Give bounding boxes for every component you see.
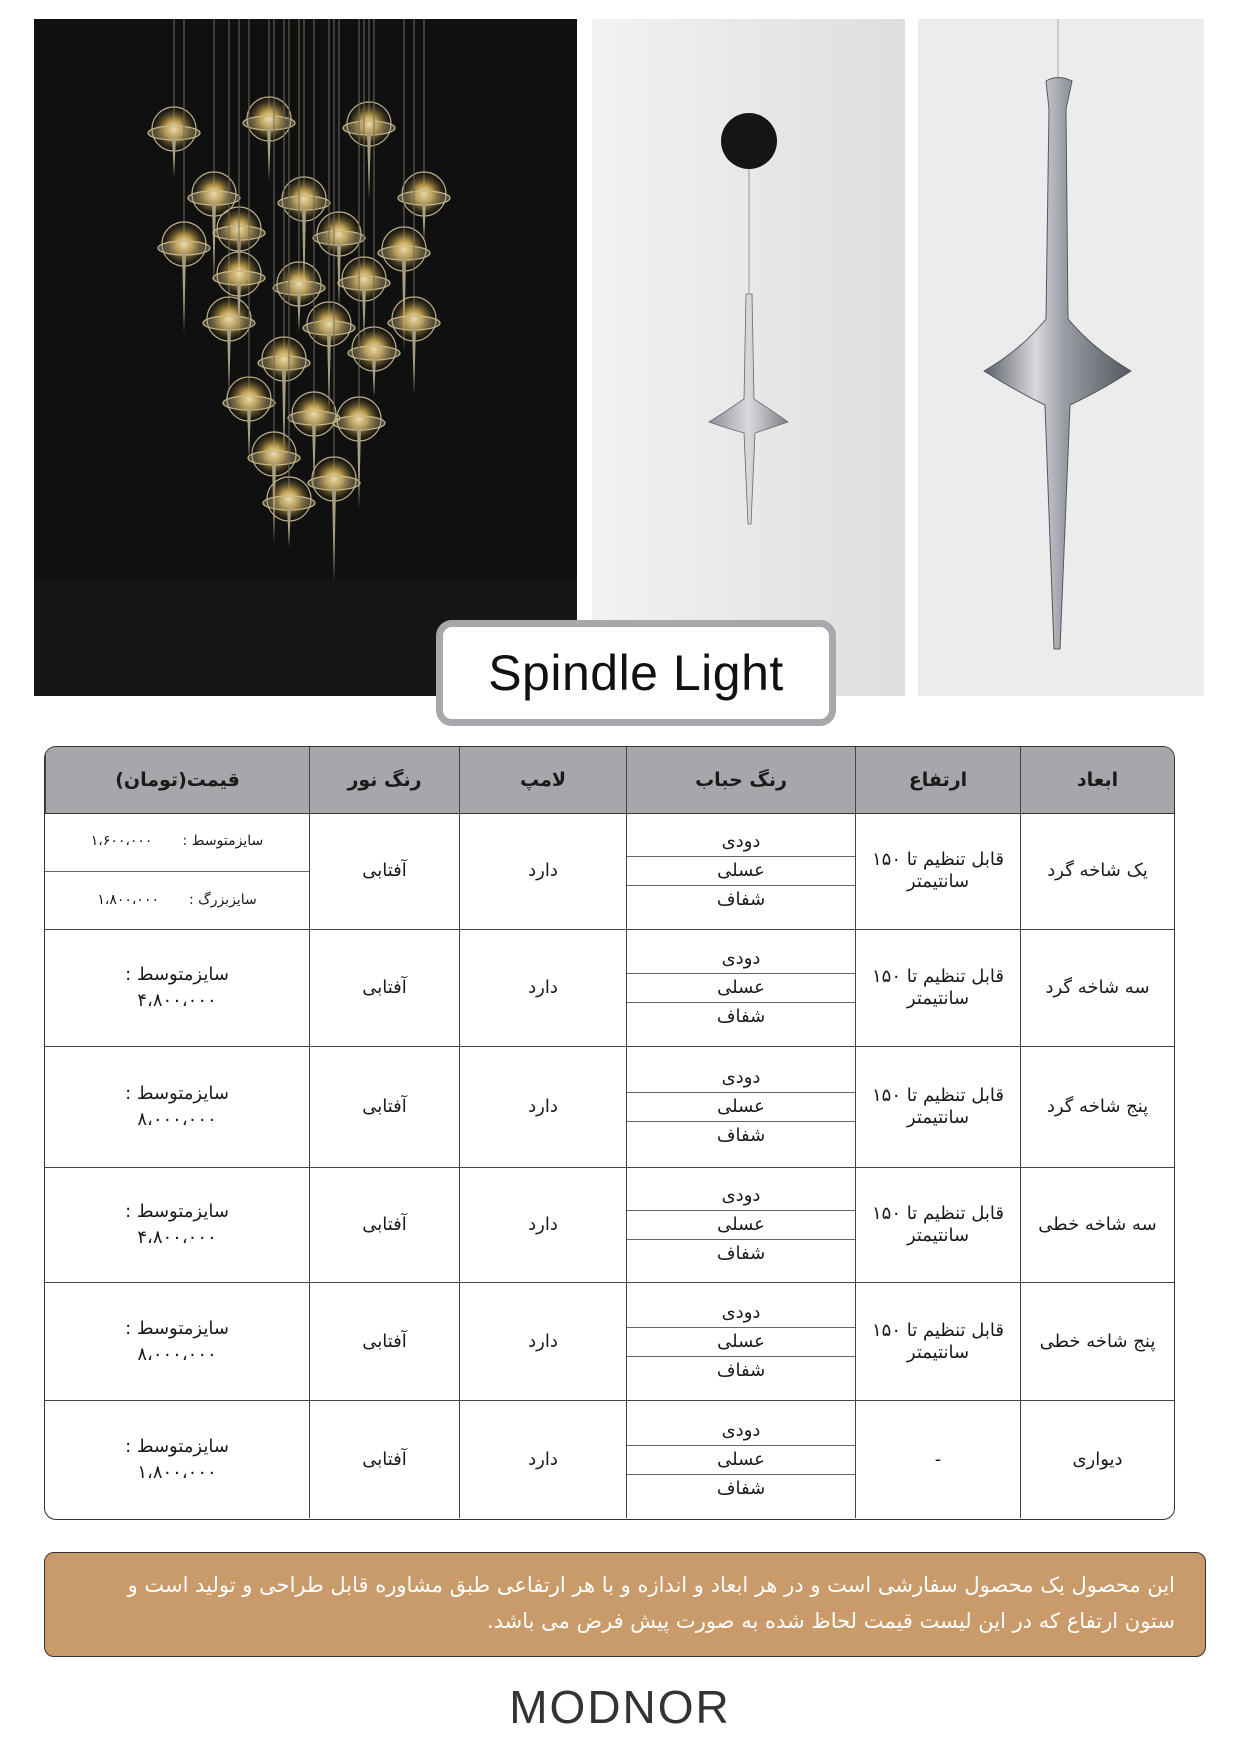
bubble-color-option: شفاف bbox=[627, 1121, 855, 1150]
cell-price bbox=[45, 1168, 309, 1283]
spindle-closeup-photo bbox=[918, 19, 1204, 696]
cell-light-color: آفتابی bbox=[309, 1401, 459, 1518]
cell-dimensions: سه شاخه خطی bbox=[1020, 1168, 1174, 1283]
cell-price bbox=[45, 1047, 309, 1168]
bubble-color-option: عسلی bbox=[627, 1092, 855, 1121]
cell-light-color: آفتابی bbox=[309, 930, 459, 1047]
header-lamp: لامپ bbox=[459, 747, 626, 814]
header-height: ارتفاع bbox=[855, 747, 1020, 814]
bubble-color-option: عسلی bbox=[627, 1210, 855, 1239]
price-size-label: سایزمتوسط : bbox=[125, 964, 229, 986]
price-size-label: سایزمتوسط : bbox=[125, 1317, 229, 1339]
product-title: Spindle Light bbox=[488, 645, 784, 701]
price-size-label: سایزمتوسط : bbox=[125, 1201, 229, 1223]
bubble-color-option: عسلی bbox=[627, 1445, 855, 1474]
cell-bubble-colors bbox=[626, 1047, 855, 1168]
cell-light-color: آفتابی bbox=[309, 1047, 459, 1168]
price-size-label: سایزبزرگ : bbox=[189, 891, 257, 908]
cell-bubble-colors bbox=[626, 930, 855, 1047]
bubble-color-option: شفاف bbox=[627, 1474, 855, 1503]
cell-lamp: دارد bbox=[459, 1047, 626, 1168]
cell-light-color: آفتابی bbox=[309, 1168, 459, 1283]
brand-logo: MODNOR bbox=[509, 1681, 731, 1733]
price-line bbox=[45, 813, 309, 871]
cell-light-color: آفتابی bbox=[309, 1283, 459, 1401]
chandelier-cluster-photo bbox=[34, 19, 577, 696]
custom-order-note: این محصول یک محصول سفارشی است و در هر ابعاد و اندازه و با هر ارتفاعی طبق مشاوره قابل طراحی و تولید است و ستون ارتفاع که در این لیست قیمت لحاظ شده به صورت پیش فرض می باشد. bbox=[44, 1552, 1206, 1657]
cell-height: قابل تنظیم تا ۱۵۰ سانتیمتر bbox=[855, 813, 1020, 930]
cell-lamp: دارد bbox=[459, 1168, 626, 1283]
chandelier-cluster-illustration bbox=[34, 19, 577, 696]
cell-dimensions: پنج شاخه خطی bbox=[1020, 1283, 1174, 1401]
cell-bubble-colors bbox=[626, 1168, 855, 1283]
bubble-color-option: شفاف bbox=[627, 1239, 855, 1268]
bubble-color-option: دودی bbox=[721, 1301, 761, 1323]
bubble-color-option: دودی bbox=[721, 948, 761, 969]
cell-lamp: دارد bbox=[459, 1401, 626, 1518]
cell-light-color: آفتابی bbox=[309, 813, 459, 930]
price-size-label: سایزمتوسط : bbox=[125, 1083, 229, 1105]
cell-height: قابل تنظیم تا ۱۵۰ سانتیمتر bbox=[855, 1047, 1020, 1168]
wall-spindle-illustration bbox=[592, 19, 905, 696]
cell-height: قابل تنظیم تا ۱۵۰ سانتیمتر bbox=[855, 930, 1020, 1047]
cell-height: قابل تنظیم تا ۱۵۰ سانتیمتر bbox=[855, 1168, 1020, 1283]
price-value: ۱،۸۰۰،۰۰۰ bbox=[137, 1461, 217, 1483]
cell-dimensions: دیواری bbox=[1020, 1401, 1174, 1518]
price-size-label: سایزمتوسط : bbox=[182, 833, 264, 850]
price-value: ۱،۸۰۰،۰۰۰ bbox=[97, 891, 159, 908]
price-value: ۴،۸۰۰،۰۰۰ bbox=[137, 1227, 217, 1248]
cell-price bbox=[45, 1401, 309, 1518]
bubble-color-option: دودی bbox=[721, 1067, 761, 1088]
bubble-color-option: عسلی bbox=[627, 973, 855, 1002]
price-value: ۴،۸۰۰،۰۰۰ bbox=[137, 990, 217, 1011]
cell-price bbox=[45, 1283, 309, 1401]
cell-dimensions: سه شاخه گرد bbox=[1020, 930, 1174, 1047]
price-value: ۸،۰۰۰،۰۰۰ bbox=[137, 1109, 217, 1130]
price-table-grid bbox=[45, 747, 1174, 1519]
cell-dimensions: یک شاخه گرد bbox=[1020, 813, 1174, 930]
cell-height: - bbox=[855, 1401, 1020, 1518]
price-value: ۸،۰۰۰،۰۰۰ bbox=[137, 1343, 217, 1365]
bubble-color-option: دودی bbox=[721, 1185, 761, 1206]
wall-spindle-photo bbox=[592, 19, 905, 696]
price-table bbox=[44, 746, 1175, 1520]
spindle-closeup-illustration bbox=[918, 19, 1204, 696]
cell-lamp: دارد bbox=[459, 813, 626, 930]
cell-price bbox=[45, 813, 309, 930]
bubble-color-option: دودی bbox=[721, 831, 761, 852]
price-value: ۱،۶۰۰،۰۰۰ bbox=[90, 833, 153, 850]
price-line bbox=[45, 871, 309, 930]
cell-price bbox=[45, 930, 309, 1047]
bubble-color-option: شفاف bbox=[627, 1002, 855, 1031]
cell-lamp: دارد bbox=[459, 1283, 626, 1401]
cell-bubble-colors bbox=[626, 1283, 855, 1401]
bubble-color-option: عسلی bbox=[627, 1327, 855, 1356]
header-light-color: رنگ نور bbox=[309, 747, 459, 814]
bubble-color-option: شفاف bbox=[627, 1356, 855, 1385]
header-price: قیمت(تومان) bbox=[45, 747, 309, 814]
cell-bubble-colors bbox=[626, 1401, 855, 1518]
bubble-color-option: دودی bbox=[721, 1419, 761, 1441]
price-size-label: سایزمتوسط : bbox=[125, 1435, 229, 1457]
header-bubble-color: رنگ حباب bbox=[626, 747, 855, 814]
cell-height: قابل تنظیم تا ۱۵۰ سانتیمتر bbox=[855, 1283, 1020, 1401]
bubble-color-option: شفاف bbox=[627, 885, 855, 914]
cell-bubble-colors bbox=[626, 813, 855, 930]
header-dimensions: ابعاد bbox=[1020, 747, 1174, 814]
product-title-box bbox=[436, 620, 836, 726]
cell-dimensions: پنج شاخه گرد bbox=[1020, 1047, 1174, 1168]
cell-lamp: دارد bbox=[459, 930, 626, 1047]
bubble-color-option: عسلی bbox=[627, 856, 855, 885]
